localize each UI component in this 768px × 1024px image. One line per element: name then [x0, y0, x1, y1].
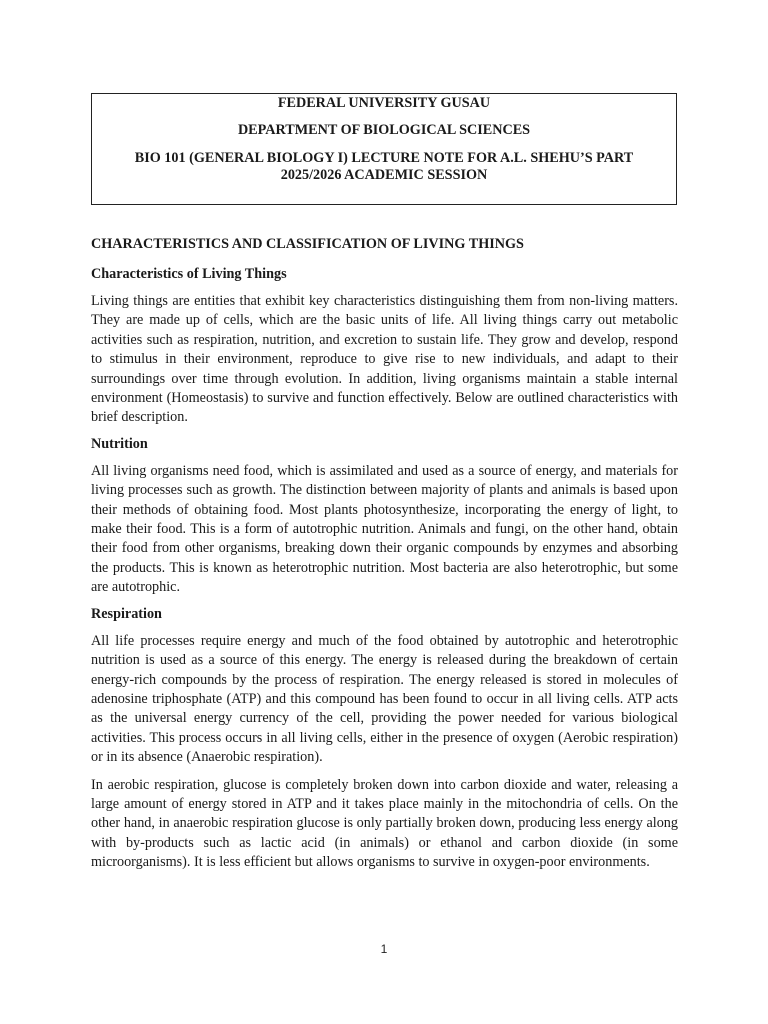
course-title — [92, 150, 676, 184]
department-name: DEPARTMENT OF BIOLOGICAL SCIENCES — [237, 122, 531, 138]
document-body — [91, 236, 678, 881]
paragraph-characteristics: Living things are entities that exhibit key characteristics distinguishing them from non-living matters. They are made up of cells, which are the basic units of life. All living things carry out metabolic activities such as respiration, nutrition, and excretion to sustain life. They grow and develop, respond to stimulus in their environment, reproduce to give rise to new individuals, and adapt to their surroundings over time through evolution. In addition, living organisms maintain a stable internal environment (Homeostasis) to survive and function effectively. Below are outlined characteristics with brief description. — [91, 293, 678, 426]
course-title-line1: BIO 101 (GENERAL BIOLOGY I) LECTURE NOTE FOR A.L. SHEHU’S PART — [134, 150, 634, 166]
course-title-line2: 2025/2026 ACADEMIC SESSION — [280, 167, 488, 183]
title-box — [91, 93, 677, 205]
page-number: 1 — [380, 942, 388, 956]
section-heading-respiration: Respiration — [91, 605, 162, 622]
main-heading: CHARACTERISTICS AND CLASSIFICATION OF LIVING THINGS — [91, 236, 524, 252]
paragraph-respiration-2: In aerobic respiration, glucose is completely broken down into carbon dioxide and water, releasing a large amount of energy stored in ATP and it takes place mainly in the mitochondria of cells. On the other hand, in anaerobic respiration glucose is only partially broken down, producing less energy along with by-products such as lactic acid (in animals) or ethanol and carbon dioxide (in some microorganisms). It is less efficient but allows organisms to survive in oxygen-poor environments. — [91, 776, 678, 871]
university-name: FEDERAL UNIVERSITY GUSAU — [277, 95, 491, 111]
section-heading-characteristics: Characteristics of Living Things — [91, 266, 287, 282]
paragraph-nutrition: All living organisms need food, which is assimilated and used as a source of energy, and materials for living processes such as growth. The distinction between majority of plants and animals is based upon their methods of obtaining food. Most plants photosynthesize, incorporating the energy of light, to make their food. This is a form of autotrophic nutrition. Animals and fungi, on the other hand, obtain their food from other organisms, breaking down their organic compounds by enzymes and absorbing the products. This is known as heterotrophic nutrition. Most bacteria are also heterotrophic, but some are autotrophic. — [91, 462, 678, 596]
paragraph-respiration-1: All life processes require energy and much of the food obtained by autotrophic and heterotrophic nutrition is used as a source of this energy. The energy is released during the breakdown of certain energy-rich compounds by the process of respiration. The energy released is stored in molecules of adenosine triphosphate (ATP) and this compound has been found to occur in all living cells. ATP acts as the universal energy currency of the cell, providing the power needed for various biological activities. This process occurs in all living cells, either in the presence of oxygen (Aerobic respiration) or in its absence (Anaerobic respiration). — [91, 632, 678, 766]
section-heading-nutrition: Nutrition — [91, 435, 148, 452]
